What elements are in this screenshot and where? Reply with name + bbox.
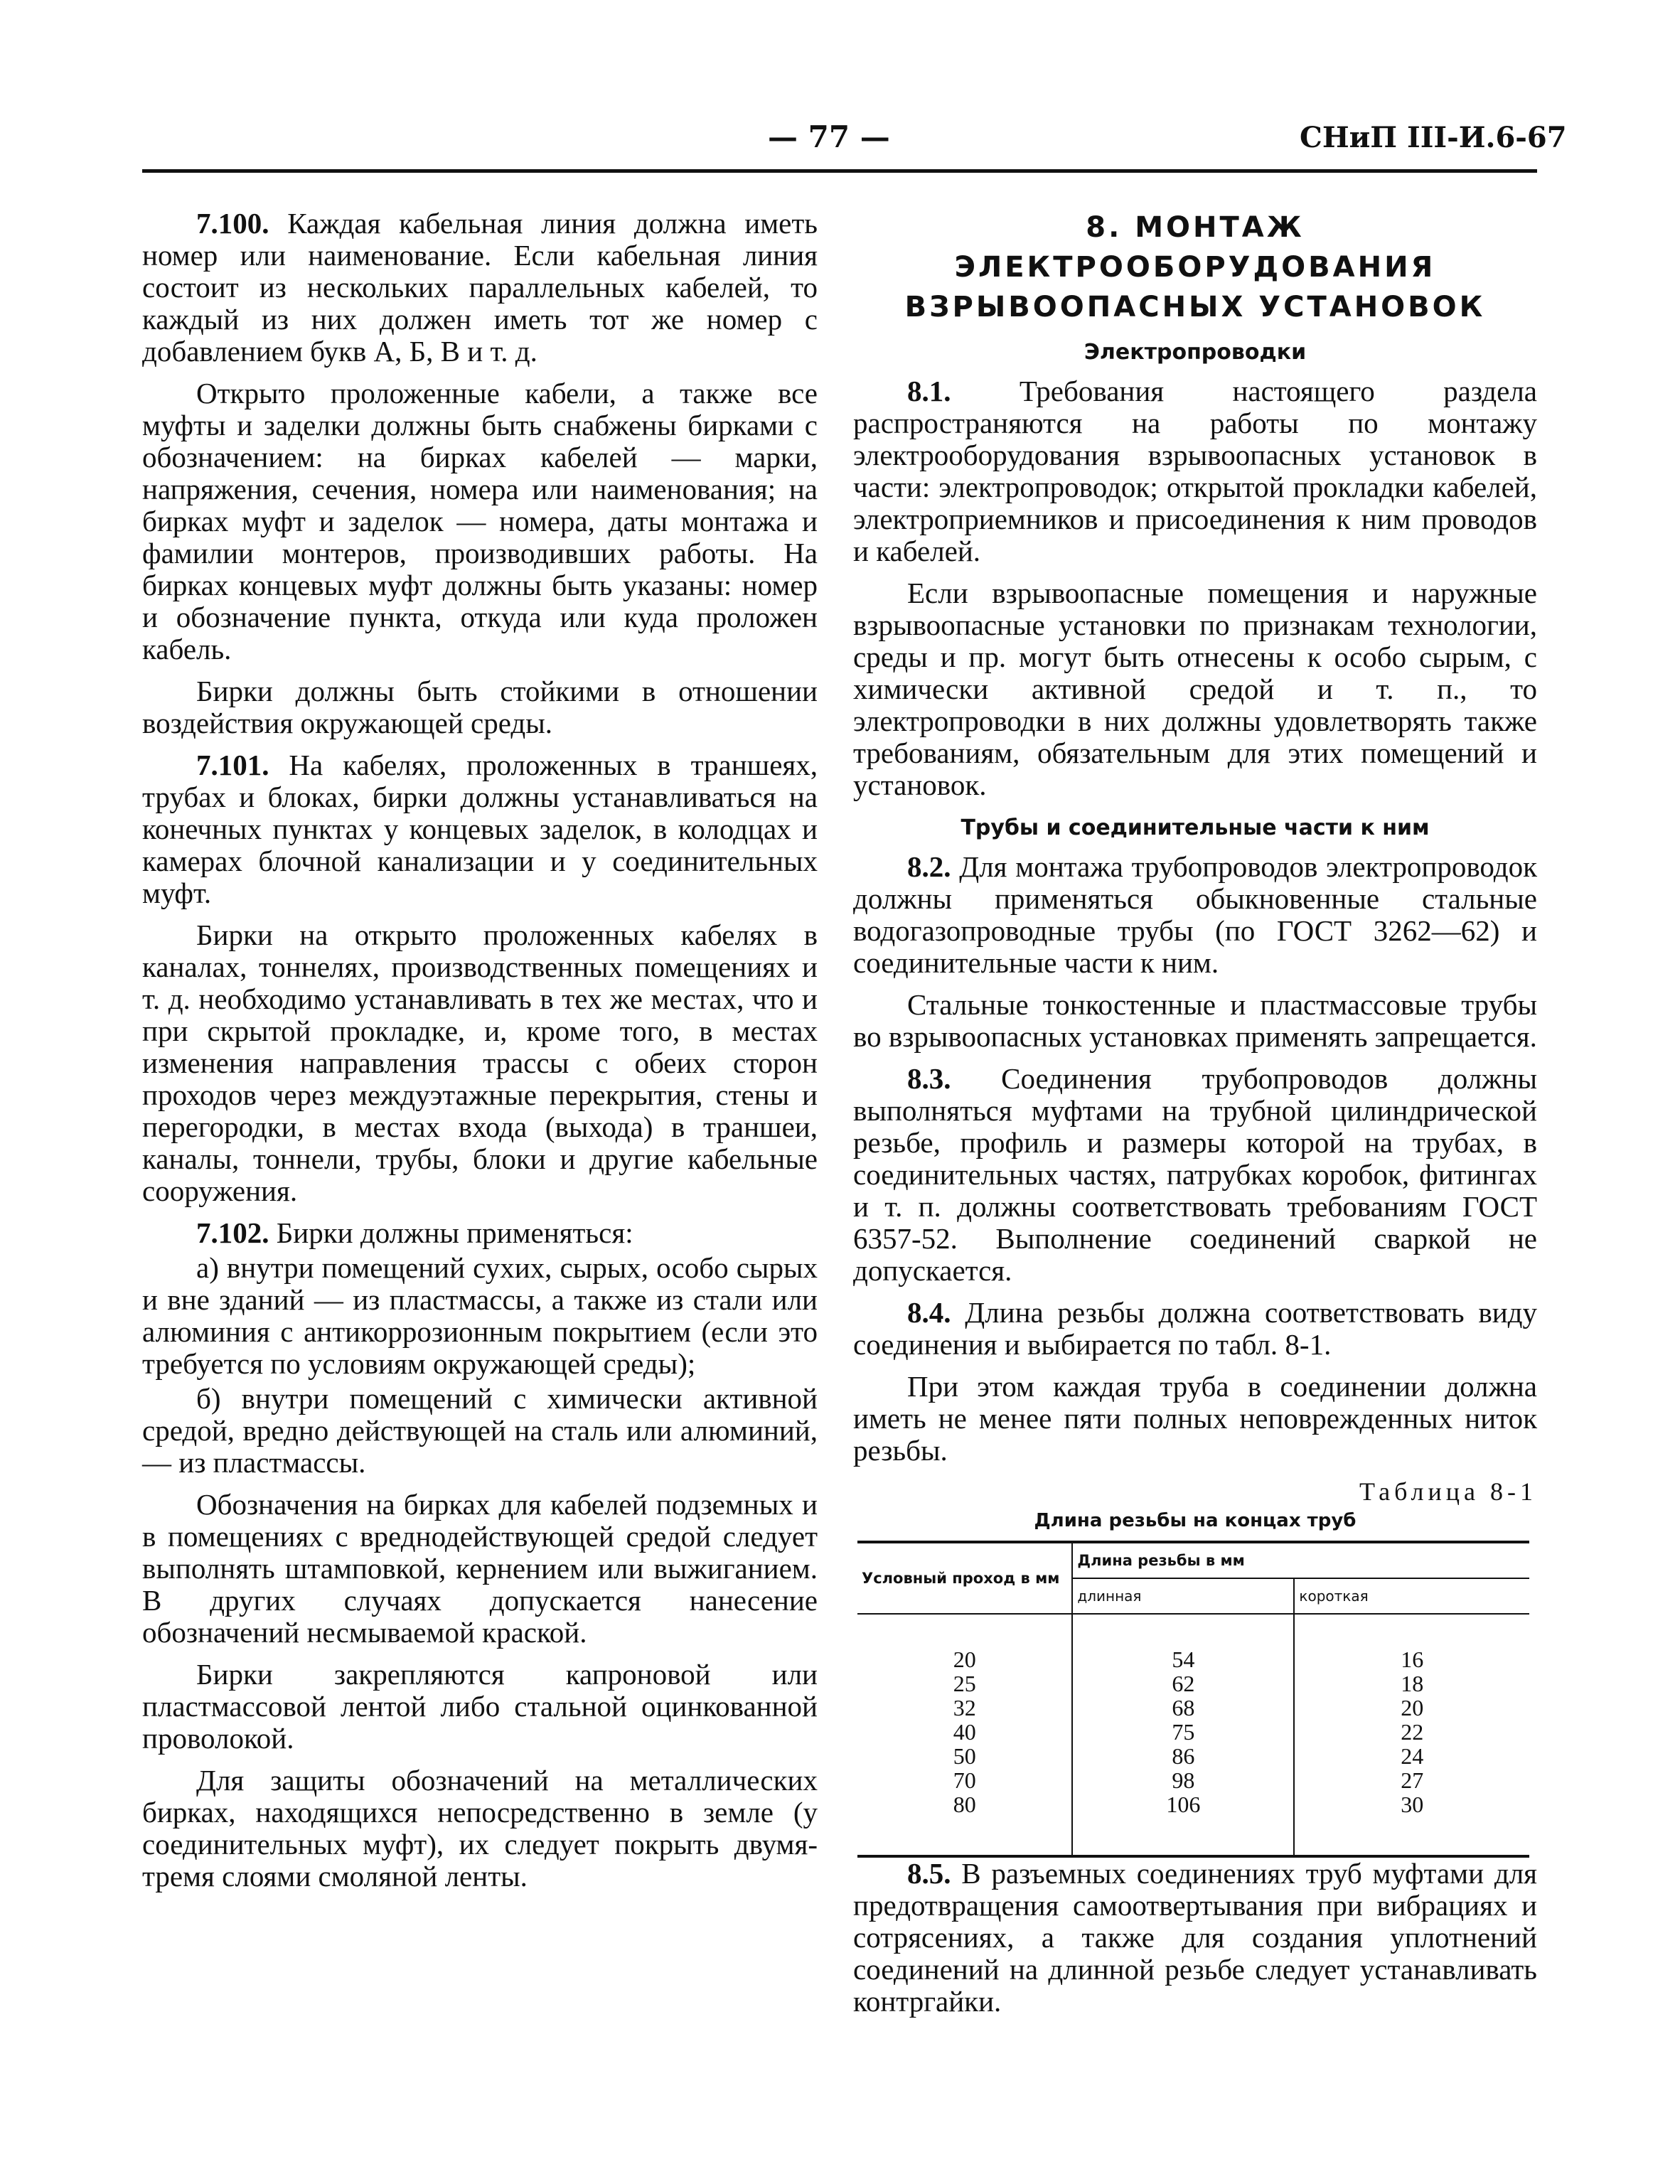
paragraph-threads: При этом каждая труба в соединении должна иметь не менее пяти полных неповрежденных ниток резьбы. (853, 1370, 1537, 1467)
subsection-pipes: Трубы и соединительные части к ним (961, 815, 1430, 840)
clause-number: 8.5. (907, 1857, 951, 1890)
section-title-line-2: ВЗРЫВООПАСНЫХ УСТАНОВОК (904, 291, 1486, 323)
table-header-thread-length: Длина резьбы в мм (1072, 1542, 1529, 1578)
clause-text: Требования настоящего раздела распространяются на работы по монтажу электрооборудования взрывоопасных установок в части: электропроводок; открытой прокладки кабелей, электроприемников и присоединения к ним проводов и кабелей. (853, 375, 1537, 567)
table-row (857, 1720, 1529, 1744)
clause-number: 7.101. (196, 749, 269, 781)
table-body (857, 1614, 1529, 1856)
table-cell-bore: 70 (857, 1768, 1072, 1792)
table-cell-long: 68 (1072, 1696, 1294, 1720)
table-cell-short: 22 (1294, 1720, 1529, 1744)
paragraph-open-cables: Открыто проложенные кабели, а также все муфты и заделки должны быть снабжены бирками с обозначением: на бирках кабелей — марки, напряжения, сечения, номера или наименования; на бирках муфт и заделок — номера, даты монтажа и фамилии монтеров, производивших работы. На бирках концевых муфт должны быть указаны: номер и обозначение пункта, откуда или куда проложен кабель. (142, 377, 818, 665)
table-cell-long: 75 (1072, 1720, 1294, 1744)
table-cell-long: 54 (1072, 1647, 1294, 1671)
paragraph-7-102 (142, 1217, 818, 1249)
clause-text: Длина резьбы должна соответствовать виду соединения и выбирается по табл. 8-1. (853, 1296, 1537, 1361)
table-cell-bore: 80 (857, 1792, 1072, 1816)
table-row (857, 1671, 1529, 1696)
right-column (853, 208, 1537, 2028)
table-row (857, 1647, 1529, 1671)
table-label: Таблица 8-1 (1359, 1477, 1537, 1506)
paragraph-8-5 (853, 1858, 1537, 2018)
table-spacer-row (857, 1816, 1529, 1856)
clause-text: Соединения трубопроводов должны выполняться муфтами на трубной цилиндрической резьбе, профиль и размеры которой на трубах, в соединительных частях, патрубках коробок, фитингах и т. п. должны соответствовать требованиям ГОСТ 6357-52. Выполнение соединений сваркой не допускается. (853, 1062, 1537, 1287)
table-cell-short: 24 (1294, 1744, 1529, 1768)
clause-text: Каждая кабельная линия должна иметь номер или наименование. Если кабельная линия состоит из нескольких параллельных кабелей, то каждый из них должен иметь тот же номер с добавлением букв А, Б, В и т. д. (142, 207, 818, 368)
paragraph-8-2 (853, 851, 1537, 979)
paragraph-tags-open-channels: Бирки на открыто проложенных кабелях в каналах, тоннелях, производственных помещениях и т. д. необходимо устанавливать в тех же местах, что и при скрытой прокладке, и, кроме того, в местах изменения направления трассы с обеих сторон проходов через междуэтажные перекрытия, стены и перегородки, в местах входа (выхода) в траншеи, каналы, тоннели, трубы, блоки и другие кабельные сооружения. (142, 919, 818, 1207)
clause-text: В разъемных соединениях труб муфтами для предотвращения самоотвертывания при вибрациях и сотрясениях, а также для создания уплотнений соединений на длинной резьбе следует устанавливать контргайки. (853, 1857, 1538, 2018)
table-cell-bore: 25 (857, 1671, 1072, 1696)
table-cell-bore: 32 (857, 1696, 1072, 1720)
page-number: — 77 — (768, 119, 890, 154)
clause-text: На кабелях, проложенных в траншеях, трубах и блоках, бирки должны устанавливаться на конечных пунктах у концевых заделок, в колодцах и камерах блочной канализации и у соединительных муфт. (142, 749, 818, 909)
table-title: Длина резьбы на концах труб (1034, 1510, 1357, 1531)
clause-number: 7.102. (196, 1216, 269, 1249)
table-spacer-row (857, 1614, 1529, 1647)
table-header-short: короткая (1294, 1578, 1529, 1614)
clause-text: Для монтажа трубопроводов электропроводок должны применяться обыкновенные стальные водогазопроводные трубы (по ГОСТ 3262—62) и соединительные части к ним. (853, 850, 1537, 979)
table-row (857, 1792, 1529, 1816)
header-rule (142, 169, 1537, 173)
table-cell-bore: 40 (857, 1720, 1072, 1744)
clause-number: 8.4. (907, 1296, 951, 1329)
table-row (857, 1696, 1529, 1720)
paragraph-protection: Для защиты обозначений на металлических бирках, находящихся непосредственно в земле (у соединительных муфт), их следует покрыть двумя-тремя слоями смоляной ленты. (142, 1764, 818, 1893)
section-title-line-1: 8. МОНТАЖ ЭЛЕКТРООБОРУДОВАНИЯ (954, 211, 1436, 284)
table-cell-short: 30 (1294, 1792, 1529, 1816)
paragraph-explosive-rooms: Если взрывоопасные помещения и наружные взрывоопасные установки по признакам технологии, среды и пр. могут быть отнесены к особо сырым, с химически активной средой и т. п., то электропроводки в них должны удовлетворять также требованиям, обязательным для этих помещений и установок. (853, 577, 1537, 801)
paragraph-7-102-a: а) внутри помещений сухих, сырых, особо сырых и вне зданий — из пластмассы, а также из стали или алюминия с антикоррозионным покрытием (если это требуется по условиям окружающей среды); (142, 1251, 818, 1380)
document-code: СНиП III-И.6-67 (1300, 121, 1567, 154)
paragraph-tags-resistant: Бирки должны быть стойкими в отношении воздействия окружающей среды. (142, 675, 818, 739)
table-cell-short: 27 (1294, 1768, 1529, 1792)
table-cell-long: 62 (1072, 1671, 1294, 1696)
table-header-long: длинная (1072, 1578, 1294, 1614)
paragraph-marking: Обозначения на бирках для кабелей подземных и в помещениях с вреднодействующей средой следует выполнять штамповкой, кернением или выжиганием. В других случаях допускается нанесение обозначений несмываемой краской. (142, 1488, 818, 1649)
subsection-wiring: Электропроводки (1084, 340, 1307, 365)
clause-number: 8.3. (907, 1062, 951, 1095)
paragraph-8-1 (853, 375, 1537, 567)
clause-number: 8.2. (907, 850, 951, 883)
table-row (857, 1744, 1529, 1768)
table-cell-long: 106 (1072, 1792, 1294, 1816)
clause-number: 7.100. (196, 207, 269, 240)
paragraph-7-101 (142, 749, 818, 909)
paragraph-7-100 (142, 208, 818, 368)
left-column (142, 208, 818, 1902)
section-title (853, 208, 1537, 327)
table-header-nominal-bore: Условный проход в мм (857, 1542, 1072, 1614)
paragraph-thin-pipes: Стальные тонкостенные и пластмассовые трубы во взрывоопасных установках применять запрещается. (853, 988, 1537, 1053)
paragraph-8-4 (853, 1297, 1537, 1361)
table-cell-short: 18 (1294, 1671, 1529, 1696)
table-cell-short: 20 (1294, 1696, 1529, 1720)
clause-text: Бирки должны применяться: (276, 1216, 633, 1249)
table-cell-long: 86 (1072, 1744, 1294, 1768)
paragraph-fastening: Бирки закрепляются капроновой или пластмассовой лентой либо стальной оцинкованной проволокой. (142, 1658, 818, 1755)
table-cell-bore: 20 (857, 1647, 1072, 1671)
clause-number: 8.1. (907, 375, 951, 407)
table-row (857, 1768, 1529, 1792)
paragraph-8-3 (853, 1063, 1537, 1287)
table-cell-bore: 50 (857, 1744, 1072, 1768)
thread-length-table (857, 1541, 1529, 1858)
table-cell-short: 16 (1294, 1647, 1529, 1671)
table-cell-long: 98 (1072, 1768, 1294, 1792)
paragraph-7-102-b: б) внутри помещений с химически активной средой, вредно действующей на сталь или алюминий, — из пластмассы. (142, 1382, 818, 1479)
